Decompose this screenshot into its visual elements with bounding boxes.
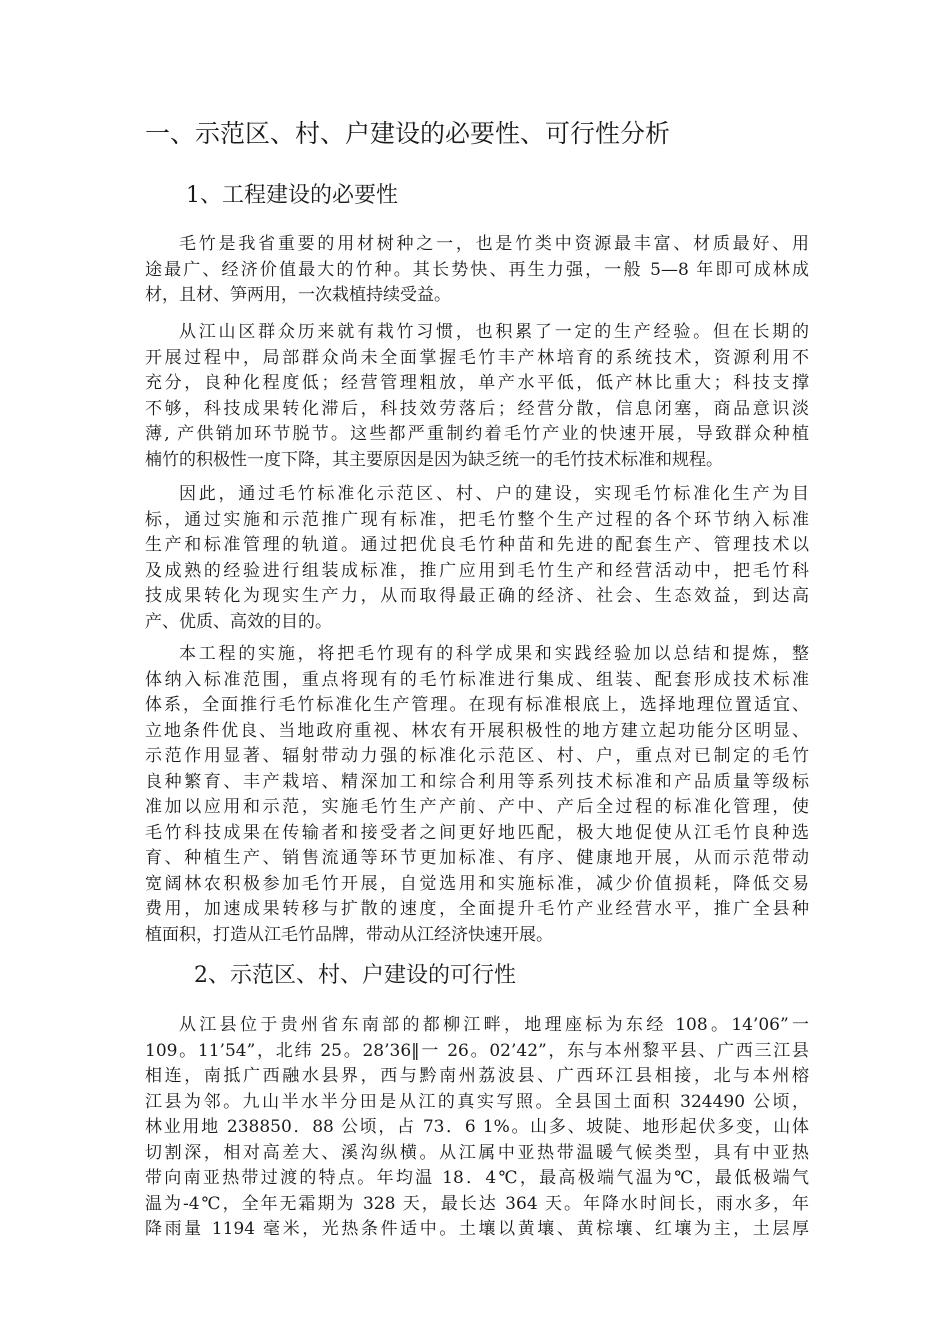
paragraph [145,1013,809,1243]
text-line: 楠竹的积极性一度下降，其主要原因是因为缺乏统一的毛竹技术标准和规程。 [145,449,723,470]
text-line: 标，通过实施和示范推广现有标准，把毛竹整个生产过程的各个环节纳入标准 [145,509,809,530]
text-line: 109。11’54”，北纬 25。28’36‖一 26。02’42”，东与本州黎平县、广西三江县 [145,1040,809,1061]
text-line: 费用，加速成果转移与扩散的速度，全面提升毛竹产业经营水平，推广全县种 [145,899,809,919]
text-line: 材，且材、笋两用，一次栽植持续受益。 [145,285,451,305]
text-line: 毛竹是我省重要的用材树种之一，也是竹类中资源最丰富、材质最好、用 [179,234,809,254]
text-line: 充分，良种化程度低；经营管理粗放，单产水平低，低产林比重大；科技支撑 [145,373,809,393]
document-heading: 一、示范区、村、户建设的必要性、可行性分析 [145,119,671,148]
text-line: 薄, 产供销加环节脱节。这些都严重制约着毛竹产业的快速开展，导致群众种植 [145,424,809,444]
text-line: 降雨量 1194 毫米，光热条件适中。土壤以黄壤、黄棕壤、红壤为主，土层厚 [145,1219,809,1239]
section-title-necessity: 1、工程建设的必要性 [186,183,398,208]
paragraph [145,482,809,635]
text-line: 体纳入标准范围，重点将现有的毛竹标准进行集成、组装、配套形成技术标准 [145,669,809,690]
text-line: 良种繁育、丰产栽培、精深加工和综合利用等系列技术标准和产品质量等级标 [145,771,809,792]
text-line: 带向南亚热带过渡的特点。年均温 18．4℃，最高极端气温为℃，最低极端气 [145,1168,809,1188]
text-line: 育、种植生产、销售流通等环节更加标准、有序、健康地开展，从而示范带动 [145,848,809,868]
text-line: 本工程的实施，将把毛竹现有的科学成果和实践经验加以总结和提炼，整 [179,644,809,664]
paragraph [145,642,809,948]
text-line: 切割深，相对高差大、溪沟纵横。从江属中亚热带温暖气候类型，具有中亚热 [145,1142,809,1163]
text-line: 不够，科技成果转化滞后，科技效劳落后；经营分散，信息闭塞，商品意识淡 [145,398,809,419]
text-line: 示范作用显著、辐射带动力强的标准化示范区、村、户，重点对已制定的毛竹 [145,746,809,766]
text-line: 开展过程中，局部群众尚未全面掌握毛竹丰产林培育的系统技术，资源利用不 [145,347,809,368]
text-line: 生产和标准管理的轨道。通过把优良毛竹种苗和先进的配套生产、管理技术以 [145,535,809,555]
text-line: 产、优质、高效的目的。 [145,611,332,632]
paragraph [145,320,809,473]
text-line: 因此，通过毛竹标准化示范区、村、户的建设，实现毛竹标准化生产为目 [179,484,809,504]
text-line: 准加以应用和示范，实施毛竹生产产前、产中、产后全过程的标准化管理，使 [145,797,809,817]
text-line: 林业用地 238850．88 公顷，占 73．6 1%。山多、坡陡、地形起伏多变，山体 [145,1117,809,1137]
section-title-feasibility: 2、示范区、村、户建设的可行性 [194,963,516,988]
text-line: 从江县位于贵州省东南部的都柳江畔，地理座标为东经 108。14’06”一 [179,1015,809,1035]
text-line: 江县为邻。九山半水半分田是从江的真实写照。全县国土面积 324490 公顷， [145,1091,809,1112]
text-line: 宽阔林农积极参加毛竹开展，自觉选用和实施标准，减少价值损耗，降低交易 [145,873,809,894]
text-line: 立地条件优良、当地政府重视、林农有开展积极性的地方建立起功能分区明显、 [145,720,809,741]
paragraph [145,232,809,309]
text-line: 植面积，打造从江毛竹品牌，带动从江经济快速开展。 [145,924,553,945]
text-line: 温为-4℃，全年无霜期为 328 天，最长达 364 天。年降水时间长，雨水多，年 [145,1193,809,1214]
text-line: 体系，全面推行毛竹标准化生产管理。在现有标准根底上，选择地理位置适宜、 [145,695,809,715]
text-line: 相连，南抵广西融水县界，西与黔南州荔波县、广西环江县相接，北与本州榕 [145,1066,809,1086]
text-line: 毛竹科技成果在传输者和接受者之间更好地匹配，极大地促使从江毛竹良种选 [145,822,809,843]
text-line: 从江山区群众历来就有栽竹习惯，也积累了一定的生产经验。但在长期的 [179,322,809,342]
text-line: 途最广、经济价值最大的竹种。其长势快、再生力强，一般 5—8 年即可成林成 [145,259,809,280]
text-line: 及成熟的经验进行组装成标准，推广应用到毛竹生产和经营活动中，把毛竹科 [145,560,809,581]
text-line: 技成果转化为现实生产力，从而取得最正确的经济、社会、生态效益，到达高 [145,586,809,606]
